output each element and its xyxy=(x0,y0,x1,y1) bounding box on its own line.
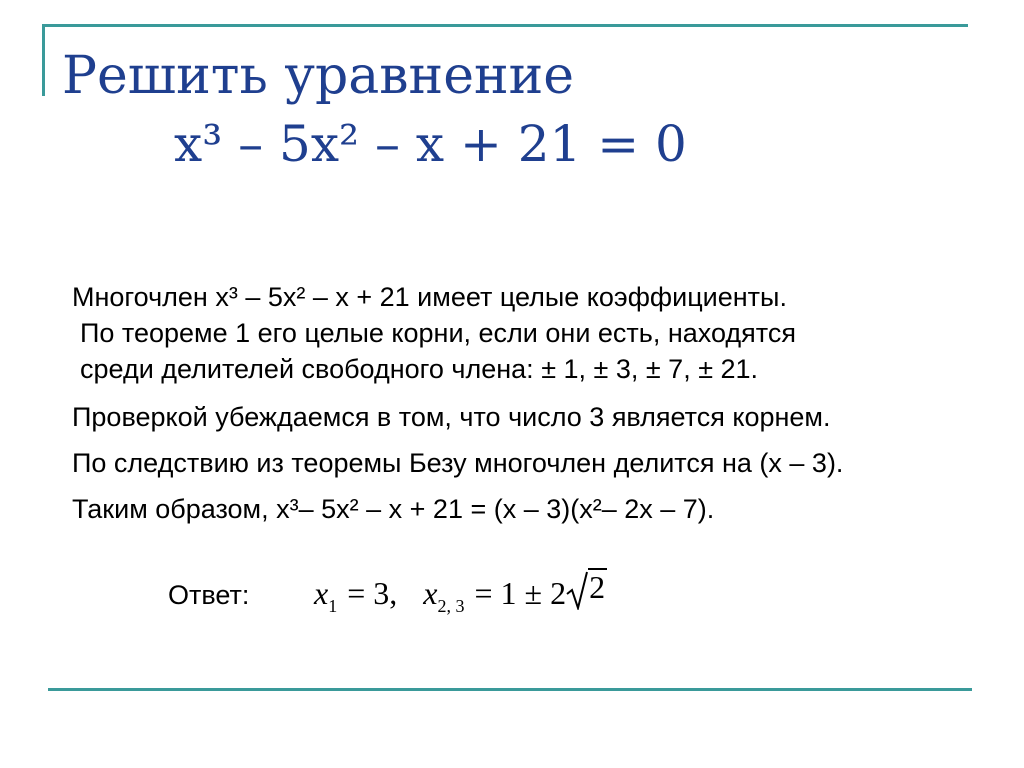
x1-value: = 3, xyxy=(347,575,398,611)
paragraph-4: Таким образом, x³– 5x² – x + 21 = (x – 3)(x²– 2x – 7). xyxy=(72,494,715,524)
paragraph-2: Проверкой убеждаемся в том, что число 3 является корнем. xyxy=(72,402,831,432)
left-frame-line xyxy=(42,24,45,96)
x1-subscript: 1 xyxy=(328,596,338,616)
answer-formula xyxy=(314,564,607,624)
answer-label: Ответ: xyxy=(168,580,250,610)
paragraph-1-line-3: среди делителей свободного члена: ± 1, ± 3, ± 7, ± 21. xyxy=(80,354,759,384)
radical-sign-icon xyxy=(566,570,588,610)
title-equation: x³ – 5x² – x + 21 = 0 xyxy=(174,115,687,173)
slide-title: Решить уравнение xyxy=(62,46,575,106)
x23-subscript: 2, 3 xyxy=(437,596,465,616)
paragraph-3: По следствию из теоремы Безу многочлен делится на (x – 3). xyxy=(72,448,844,478)
x23-value: = 1 ± 2 xyxy=(474,575,567,611)
paragraph-1-line-2: По теореме 1 его целые корни, если они есть, находятся xyxy=(80,318,796,348)
top-frame-line xyxy=(42,24,968,27)
sqrt-argument: 2 xyxy=(589,569,606,605)
square-root xyxy=(566,564,607,604)
bottom-frame-line xyxy=(48,688,972,691)
paragraph-1-line-1: Многочлен x³ – 5x² – x + 21 имеет целые коэффициенты. xyxy=(72,282,787,312)
x1-variable: x xyxy=(314,575,329,611)
x23-variable: x xyxy=(423,575,438,611)
